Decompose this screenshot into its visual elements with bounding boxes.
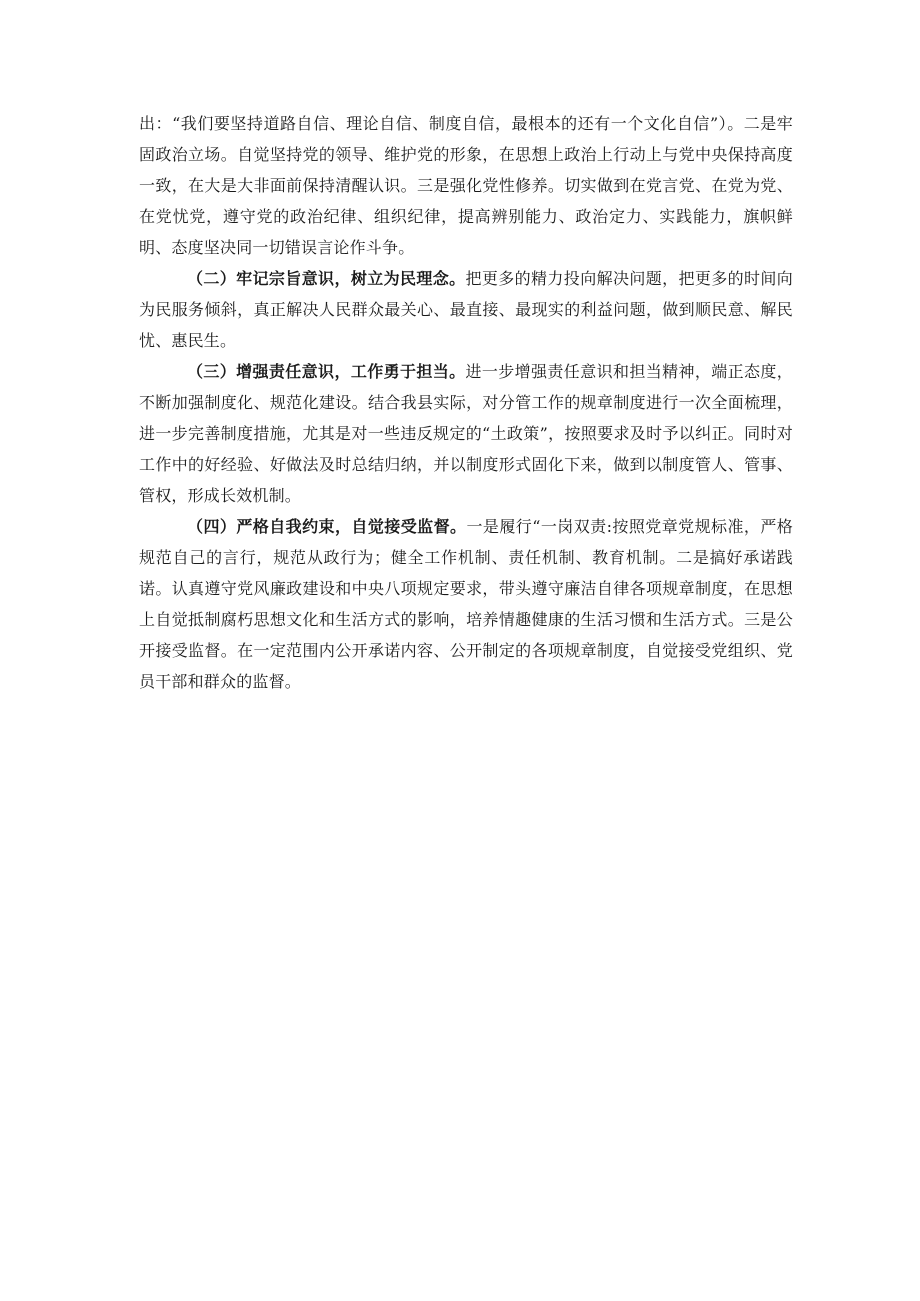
section-heading: （二）牢记宗旨意识，树立为民理念。 xyxy=(187,269,466,288)
paragraph-body: 进一步增强责任意识和担当精神，端正态度，不断加强制度化、规范化建设。结合我县实际，对分管工作的规章制度进行一次全面梳理，进一步完善制度措施，尤其是对一些违反规定的“土政策”，按照要求及时予以纠正。同时对工作中的好经验、好做法及时总结归纳，并以制度形式固化下来，做到以制度管人、管事、管权，形成长效机制。 xyxy=(139,362,793,505)
paragraph-section-2 xyxy=(139,263,793,356)
paragraph-body: 出：“我们要坚持道路自信、理论自信、制度自信，最根本的还有一个文化自信”）。二是牢固政治立场。自觉坚持党的领导、维护党的形象，在思想上政治上行动上与党中央保持高度一致，在大是大非面前保持清醒认识。三是强化党性修养。切实做到在党言党、在党为党、在党忧党，遵守党的政治纪律、组织纪律，提高辨别能力、政治定力、实践能力，旗帜鲜明、态度坚决同一切错误言论作斗争。 xyxy=(139,114,793,257)
section-heading: （四）严格自我约束，自觉接受监督。 xyxy=(187,517,467,536)
paragraph-continuation xyxy=(139,108,793,263)
paragraph-body: 把更多的精力投向解决问题，把更多的时间向为民服务倾斜，真正解决人民群众最关心、最直接、最现实的利益问题，做到顺民意、解民忧、惠民生。 xyxy=(139,269,793,350)
paragraph-section-3 xyxy=(139,356,793,511)
paragraph-section-4 xyxy=(139,511,793,697)
document-page xyxy=(139,108,793,697)
paragraph-body: 一是履行“一岗双责:按照党章党规标准，严格规范自己的言行，规范从政行为；健全工作机制、责任机制、教育机制。二是搞好承诺践诺。认真遵守党风廉政建设和中央八项规定要求，带头遵守廉洁自律各项规章制度，在思想上自觉抵制腐朽思想文化和生活方式的影响，培养情趣健康的生活习惯和生活方式。三是公开接受监督。在一定范围内公开承诺内容、公开制定的各项规章制度，自觉接受党组织、党员干部和群众的监督。 xyxy=(139,517,793,691)
section-heading: （三）增强责任意识，工作勇于担当。 xyxy=(187,362,466,381)
